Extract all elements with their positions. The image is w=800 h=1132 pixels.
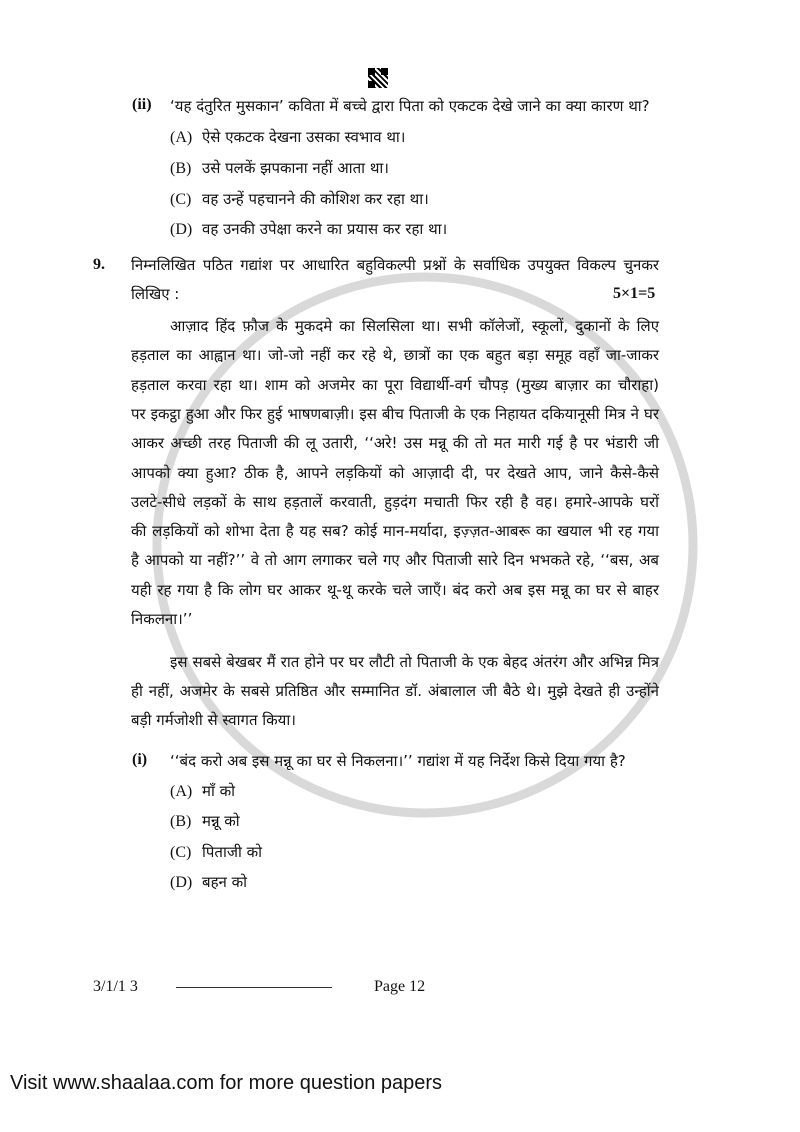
paper-code: 3/1/1 3 [93, 978, 138, 995]
instruction-line: निम्नलिखित पठित गद्यांश पर आधारित बहुविकल्पी प्रश्नों के सर्वाधिक उपयुक्त विकल्प चुनकर [131, 256, 659, 274]
passage-line: आपको क्या हुआ? ठीक है, आपने लड़कियों को आज़ादी दी, पर देखते आप, जाने कैसे-कैसे [131, 463, 659, 482]
marks: 5×1=5 [613, 285, 656, 302]
passage-line: उलटे-सीधे लड़कों के साथ हड़तालें करवाती, हुड़दंग मचाती फिर रही है वह। हमारे-आपके घरों [131, 492, 659, 511]
passage-line: बड़ी गर्मजोशी से स्वागत किया। [131, 711, 296, 729]
option-b: (B) उसे पलकें झपकाना नहीं आता था। [170, 159, 389, 177]
option-a: (A) माँ को [170, 782, 236, 800]
passage-line: यही रह गया है कि लोग घर आकर थू-थू करके चले जाएँ। बंद करो अब इस मन्नू का घर से बाहर [131, 580, 659, 599]
passage-line: है आपको या नहीं?’’ वे तो आग लगाकर चले गए और पिताजी सारे दिन भभकते रहे, ‘‘बस, अब [131, 551, 659, 570]
passage-line: आज़ाद हिंद फ़ौज के मुकदमे का सिलसिला था। सभी कॉलेजों, स्कूलों, दुकानों के लिए [170, 317, 659, 335]
passage-line: आकर अच्छी तरह पिताजी की लू उतारी, ‘‘अरे! उस मन्नू की तो मत मारी गई है पर भंडारी जी [131, 434, 659, 453]
site-footer: Visit www.shaalaa.com for more question papers [10, 1072, 443, 1094]
passage-line: हड़ताल का आह्वान था। जो-जो नहीं कर रहे थे, छात्रों का एक बहुत बड़ा समूह वहाँ जा-जाकर [131, 346, 659, 365]
passage-line: हड़ताल करवा रहा था। शाम को अजमेर का पूरा विद्यार्थी-वर्ग चौपड़ (मुख्य बाज़ार का चौराहा) [131, 375, 659, 394]
question-9-number: 9. [93, 256, 105, 273]
passage-line: ही नहीं, अजमेर के सबसे प्रतिष्ठित और सम्मानित डॉ. अंबालाल जी बैठे थे। मुझे देखते ही उन्होंने [131, 682, 659, 700]
qr-code-icon [368, 68, 388, 88]
option-d: (D) बहन को [170, 873, 248, 891]
question-text: ‘यह दंतुरित मुसकान’ कविता में बच्चे द्वारा पिता को एकटक देखे जाने का क्या कारण था? [170, 97, 650, 115]
passage-line: इस सबसे बेखबर मैं रात होने पर घर लौटी तो पिताजी के एक बेहद अंतरंग और अभिन्न मित्र [170, 653, 659, 671]
question-number: (ii) [132, 96, 152, 113]
option-c: (C) वह उन्हें पहचानने की कोशिश कर रहा था। [170, 190, 429, 208]
option-a: (A) ऐसे एकटक देखना उसका स्वभाव था। [170, 128, 406, 146]
page-number: Page 12 [374, 978, 426, 995]
passage-line: पर इकट्ठा हुआ और फिर हुई भाषणबाज़ी। इस बीच पिताजी के एक निहायत दकियानूसी मित्र ने घर [131, 404, 659, 423]
subquestion-number: (i) [132, 751, 148, 768]
subquestion-text: ‘‘बंद करो अब इस मन्नू का घर से निकलना।’’ गद्यांश में यह निर्देश किसे दिया गया है? [170, 752, 626, 770]
footer-divider [176, 987, 332, 988]
passage-line: की लड़कियों को शोभा देता है यह सब? कोई मान-मर्यादा, इज़्ज़त-आबरू का खयाल भी रह गया [131, 522, 659, 541]
option-b: (B) मन्नू को [170, 812, 240, 830]
option-d: (D) वह उनकी उपेक्षा करने का प्रयास कर रहा था। [170, 220, 448, 238]
instruction-line: लिखिए : [131, 285, 180, 303]
passage-line: निकलना।’’ [131, 610, 193, 628]
option-c: (C) पिताजी को [170, 843, 263, 861]
